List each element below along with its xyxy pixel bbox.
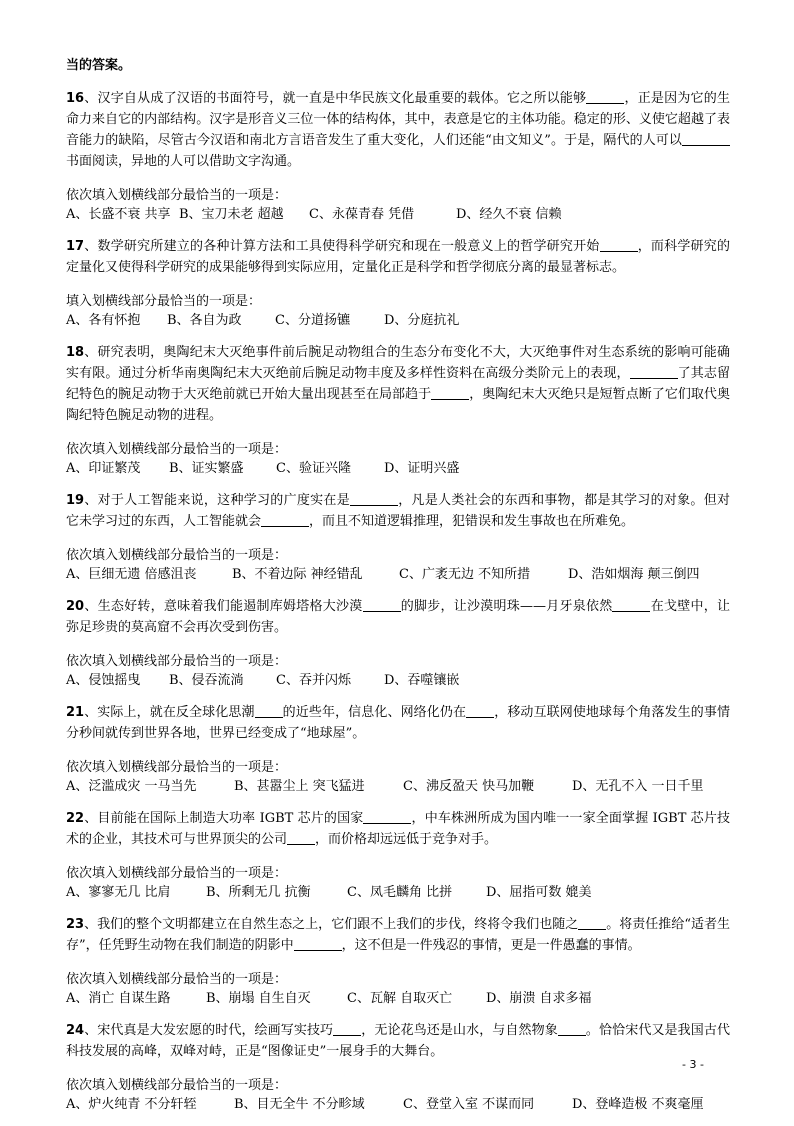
option-a: A、寥寥无几 比肩 [66,885,171,900]
question-21 [66,702,730,796]
question-stem [66,702,730,744]
answer-options [66,671,730,690]
option-b: B、甚嚣尘上 突飞猛进 [234,779,365,794]
option-a: A、巨细无遗 倍感沮丧 [66,567,197,582]
option-b: B、各自为政 [167,313,242,328]
option-b: B、目无全牛 不分畛域 [234,1097,365,1112]
option-b: B、侵吞流淌 [169,673,244,688]
answer-blank [558,1021,586,1036]
answer-options [66,989,730,1008]
option-c: C、凤毛麟角 比拼 [347,885,453,900]
option-d: D、屈指可数 媲美 [486,885,592,900]
question-number: 19 [66,493,85,508]
answer-options [66,311,730,330]
question-stem [66,88,730,172]
stem-text: ，而且不知道逻辑推理，犯错误和发生事故也在所难免。 [309,514,635,529]
question-stem [66,236,730,278]
answer-blank [294,936,342,951]
question-16 [66,88,730,224]
question-stem [66,1020,730,1062]
question-17 [66,236,730,330]
answer-options [66,883,730,902]
question-stem [66,914,730,956]
question-number: 23 [66,917,85,932]
page-number: - 3 - [682,1058,704,1071]
stem-text: 、实际上，就在反全球化思潮 [84,705,255,720]
answer-blank [350,491,398,506]
option-d: D、崩溃 自求多福 [486,991,592,1006]
question-19 [66,490,730,584]
question-instruction: 依次填入划横线部分最恰当的一项是： [66,654,288,669]
stem-text: 书面阅读，异地的人可以借助文字沟通。 [66,154,301,169]
stem-text: 、数学研究所建立的各种计算方法和工具使得科学研究和现在一般意义上的哲学研究开始 [84,239,600,254]
option-d: D、浩如烟海 颠三倒四 [568,567,700,582]
option-a: A、各有怀抱 [66,313,141,328]
stem-text: ，这不但是一件残忍的事情，更是一件愚蠢的事情。 [341,938,641,953]
stem-text: 、对于人工智能来说，这种学习的广度实在是 [84,493,350,508]
answer-blank [630,364,678,379]
answer-blank [261,512,309,527]
option-c: C、瓦解 自取灭亡 [347,991,453,1006]
stem-text: 、汉字自从成了汉语的书面符号，就一直是中华民族文化最重要的载体。它之所以能够 [84,91,587,106]
answer-blank [466,703,494,718]
option-c: C、沸反盈天 快马加鞭 [403,779,535,794]
option-b: B、不着边际 神经错乱 [232,567,363,582]
question-instruction: 依次填入划横线部分最恰当的一项是： [66,972,288,987]
stem-text: 。恰恰宋代又是我国古代科技发展的高峰，双峰对峙，正是“图像证史”一展身手的大舞台。 [66,1023,730,1059]
question-stem [66,596,730,638]
document-page [66,56,730,1126]
question-number: 22 [66,811,85,826]
question-instruction: 依次填入划横线部分最恰当的一项是： [66,188,288,203]
question-24 [66,1020,730,1114]
answer-blank [255,703,283,718]
question-instruction: 依次填入划横线部分最恰当的一项是： [66,442,288,457]
option-c: C、验证兴隆 [276,461,351,476]
question-number: 24 [66,1023,85,1038]
answer-blank [363,597,401,612]
question-number: 17 [66,239,85,254]
answer-options [66,205,730,224]
option-d: D、经久不衰 信赖 [456,207,562,222]
stem-text: 、目前能在国际上制造大功率 IGBT 芯片的国家 [84,811,364,826]
stem-text: ，而价格却远远低于竞争对手。 [315,832,498,847]
question-stem [66,490,730,532]
answer-options [66,565,730,584]
stem-text: 的近些年，信息化、网络化仍在 [282,705,467,720]
option-d: D、吞噬镶嵌 [384,673,460,688]
question-instruction: 依次填入划横线部分最恰当的一项是： [66,760,288,775]
answer-blank [578,915,606,930]
option-c: C、分道扬镳 [275,313,350,328]
question-instruction: 填入划横线部分最恰当的一项是： [66,294,262,309]
option-b: B、崩塌 自生自灭 [206,991,311,1006]
stem-text: 在戈壁中，让弥足珍贵的莫高窟不会再次受到伤害。 [66,599,730,635]
stem-text: 、我们的整个文明都建立在自然生态之上，它们跟不上我们的步伐，终将令我们也随之 [84,917,579,932]
option-c: C、永葆青春 凭借 [309,207,415,222]
answer-blank [333,1021,361,1036]
stem-text: 了其志留纪特色的腕足动物于大灭绝前就已开始大量出现甚至在局部趋于 [66,366,730,402]
option-a: A、侵蚀摇曳 [66,673,141,688]
option-c: C、登堂入室 不谋而同 [403,1097,535,1112]
answer-blank [600,237,638,252]
option-d: D、证明兴盛 [384,461,460,476]
stem-text: 、研究表明，奥陶纪末大灭绝事件前后腕足动物组合的生态分布变化不大，大灭绝事件对生态系统的影响可能确实有限。通过分析华南奥陶纪末大灭绝前后腕足动物丰度及多样性资料在高级分类阶元上的表现， [66,345,730,381]
stem-text: ，中车株洲所成为国内唯一一家全面掌握 IGBT 芯片技术的企业，其技术可与世界顶尖的公司 [66,811,730,847]
option-b: B、所剩无几 抗衡 [206,885,311,900]
question-instruction: 依次填入划横线部分最恰当的一项是： [66,1078,288,1093]
answer-blank [612,597,650,612]
stem-text: ，无论花鸟还是山水，与自然物象 [361,1023,558,1038]
stem-text: ，凡是人类社会的东西和事物，都是其学习的对象。但对它未学习过的东西，人工智能就会 [66,493,730,529]
option-d: D、无孔不入 一日千里 [572,779,704,794]
question-22 [66,808,730,902]
answer-blank [363,809,411,824]
question-23 [66,914,730,1008]
previous-page-continuation: 当的答案。 [66,58,132,73]
question-number: 18 [66,345,85,360]
answer-blank [287,830,315,845]
question-number: 20 [66,599,85,614]
option-b: B、宝刀未老 超越 [179,207,284,222]
question-instruction: 依次填入划横线部分最恰当的一项是： [66,866,288,881]
stem-text: ，正是因为它的生命力来自它的内部结构。汉字是形音义三位一体的结构体，其中，表意是它的主体功能。稳定的形、义使它超越了表音能力的缺陷，尽管古今汉语和南北方言语音发生了重大变化，人们还能“由文知义”。于是，隔代的人可以 [66,91,730,148]
question-stem [66,808,730,850]
question-number: 16 [66,91,85,106]
stem-text: ，奥陶纪末大灭绝只是短暂点断了它们取代奥陶纪特色腕足动物的进程。 [66,387,730,423]
stem-text: 、生态好转，意味着我们能遏制库姆塔格大沙漠 [84,599,363,614]
option-a: A、长盛不衰 共享 [66,207,171,222]
option-d: D、登峰造极 不爽毫厘 [572,1097,704,1112]
option-a: A、泛滥成灾 一马当先 [66,779,197,794]
option-c: C、广袤无边 不知所措 [399,567,531,582]
stem-text: 、宋代真是大发宏愿的时代，绘画写实技巧 [84,1023,334,1038]
question-number: 21 [66,705,85,720]
answer-options [66,459,730,478]
answer-options [66,777,730,796]
option-a: A、炉火纯青 不分轩轾 [66,1097,197,1112]
question-18 [66,342,730,478]
answer-blank [431,385,469,400]
stem-text: ，而科学研究的定量化又使得科学研究的成果能够得到实际应用，定量化正是科学和哲学彻底分离的最显著标志。 [66,239,730,275]
option-b: B、证实繁盛 [169,461,244,476]
answer-options [66,1095,730,1114]
answer-blank [682,131,730,146]
stem-text: ，移动互联网使地球每个角落发生的事情分秒间就传到世界各地，世界已经变成了“地球屋”。 [66,705,730,741]
question-stem [66,342,730,426]
answer-blank [586,89,624,104]
stem-text: 的脚步，让沙漠明珠——月牙泉依然 [400,599,613,614]
question-instruction: 依次填入划横线部分最恰当的一项是： [66,548,288,563]
option-c: C、吞并闪烁 [276,673,351,688]
question-20 [66,596,730,690]
option-a: A、消亡 自谋生路 [66,991,171,1006]
option-d: D、分庭抗礼 [384,313,460,328]
option-a: A、印证繁茂 [66,461,141,476]
stem-text: 。将责任推给“适者生存”，任凭野生动物在我们制造的阴影中 [66,917,730,953]
